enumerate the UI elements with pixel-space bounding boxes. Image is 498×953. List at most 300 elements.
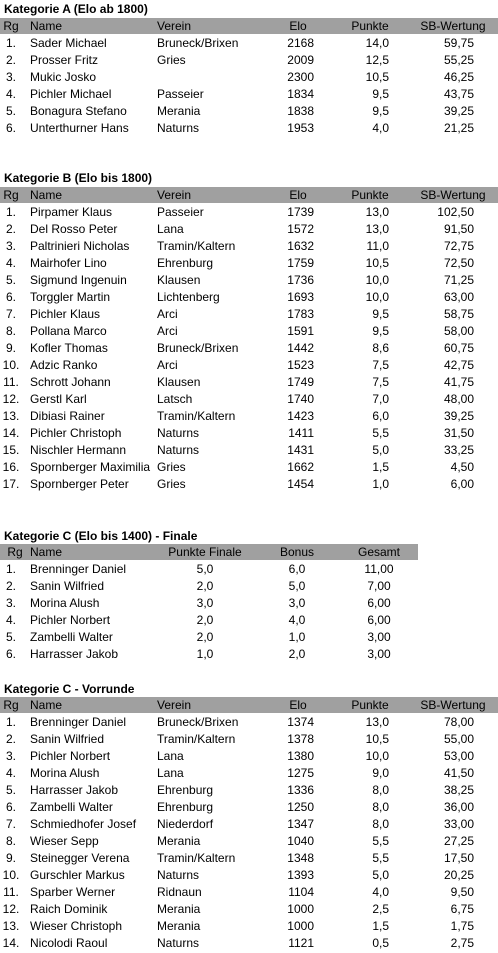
cell-elo: 1736 — [287, 273, 314, 287]
cell-rank: 8. — [5, 324, 16, 338]
cell-points: 2,5 — [372, 902, 389, 916]
cell-bonus: 6,0 — [288, 562, 306, 576]
cell-final-points: 3,0 — [196, 596, 214, 610]
cell-rank: 4. — [5, 613, 16, 627]
cell-elo: 2009 — [287, 53, 314, 67]
cell-club: Naturns — [157, 121, 200, 135]
cell-club: Tramin/Kaltern — [157, 239, 236, 253]
cell-final-points: 5,0 — [196, 562, 214, 576]
cell-elo: 1380 — [287, 749, 314, 763]
cell-rank: 5. — [5, 273, 16, 287]
cell-club: Arci — [157, 307, 178, 321]
cell-elo: 2300 — [287, 70, 314, 84]
cell-name: Sader Michael — [30, 36, 107, 50]
cell-club: Klausen — [157, 375, 201, 389]
table-title: Kategorie C - Vorrunde — [4, 682, 135, 696]
cell-bonus: 4,0 — [288, 613, 306, 627]
cell-points: 12,5 — [365, 53, 389, 67]
header-rank: Rg — [3, 698, 19, 712]
cell-total: 3,00 — [367, 647, 391, 661]
header-sb: SB-Wertung — [420, 698, 486, 712]
cell-points: 5,0 — [372, 868, 389, 882]
cell-points: 8,0 — [372, 817, 389, 831]
header-elo: Elo — [289, 19, 307, 33]
cell-bonus: 2,0 — [288, 647, 306, 661]
table-row — [0, 357, 498, 374]
cell-name: Morina Alush — [30, 596, 100, 610]
cell-sb: 43,75 — [443, 87, 474, 101]
cell-sb: 38,25 — [443, 783, 474, 797]
cell-bonus: 5,0 — [288, 579, 306, 593]
cell-name: Pichler Michael — [30, 87, 112, 101]
cell-elo: 1104 — [288, 885, 314, 899]
cell-sb: 48,00 — [443, 392, 474, 406]
cell-sb: 55,00 — [443, 732, 474, 746]
cell-points: 10,0 — [365, 290, 389, 304]
table-row — [0, 374, 498, 391]
cell-rank: 2. — [5, 222, 16, 236]
cell-club: Merania — [157, 919, 201, 933]
cell-rank: 5. — [5, 783, 16, 797]
cell-club: Tramin/Kaltern — [157, 851, 236, 865]
cell-name: Torggler Martin — [30, 290, 111, 304]
table-row — [0, 935, 498, 952]
table-row — [0, 323, 498, 340]
cell-sb: 42,75 — [443, 358, 474, 372]
cell-points: 1,5 — [372, 919, 389, 933]
cell-club: Naturns — [157, 936, 200, 950]
table-row — [0, 69, 498, 86]
cell-elo: 1442 — [287, 341, 314, 355]
cell-final-points: 2,0 — [196, 630, 214, 644]
table-row — [0, 850, 498, 867]
cell-elo: 1348 — [287, 851, 314, 865]
cell-elo: 1662 — [287, 460, 314, 474]
cell-elo: 1572 — [287, 222, 314, 236]
header-name: Name — [30, 19, 63, 33]
table-row — [0, 425, 498, 442]
cell-name: Steinegger Verena — [30, 851, 130, 865]
cell-rank: 6. — [5, 290, 16, 304]
cell-name: Raich Dominik — [30, 902, 108, 916]
cell-rank: 6. — [5, 647, 16, 661]
cell-rank: 3. — [5, 239, 16, 253]
cell-points: 13,0 — [365, 715, 389, 729]
table-row — [0, 35, 498, 52]
cell-rank: 4. — [5, 766, 16, 780]
cell-sb: 58,00 — [443, 324, 474, 338]
table-row — [0, 255, 498, 272]
header-club: Verein — [157, 19, 192, 33]
cell-elo: 1693 — [287, 290, 314, 304]
cell-sb: 91,50 — [443, 222, 474, 236]
table-row — [0, 867, 498, 884]
table-row — [0, 561, 418, 578]
cell-elo: 1411 — [288, 426, 314, 440]
table-title: Kategorie B (Elo bis 1800) — [4, 171, 153, 185]
header-bonus: Bonus — [279, 545, 315, 559]
cell-sb: 6,00 — [450, 477, 474, 491]
table-row — [0, 578, 418, 595]
cell-club: Lana — [157, 749, 184, 763]
table-row — [0, 238, 498, 255]
cell-name: Kofler Thomas — [30, 341, 108, 355]
cell-points: 9,5 — [372, 87, 389, 101]
table-row — [0, 221, 498, 238]
cell-sb: 63,00 — [443, 290, 474, 304]
cell-rank: 14. — [2, 936, 20, 950]
cell-rank: 11. — [3, 885, 19, 899]
cell-rank: 3. — [5, 749, 16, 763]
cell-sb: 39,25 — [443, 409, 474, 423]
cell-rank: 2. — [5, 579, 16, 593]
cell-name: Dibiasi Rainer — [30, 409, 105, 423]
cell-points: 8,0 — [372, 783, 389, 797]
cell-elo: 1740 — [287, 392, 314, 406]
cell-club: Merania — [157, 834, 201, 848]
cell-points: 5,5 — [372, 426, 389, 440]
cell-sb: 4,50 — [450, 460, 474, 474]
cell-elo: 1374 — [287, 715, 314, 729]
cell-club: Lichtenberg — [157, 290, 220, 304]
cell-name: Nicolodi Raoul — [30, 936, 108, 950]
cell-sb: 41,75 — [443, 375, 474, 389]
cell-elo: 1336 — [287, 783, 314, 797]
cell-rank: 2. — [5, 53, 16, 67]
header-points: Punkte — [351, 698, 389, 712]
cell-club: Naturns — [157, 443, 200, 457]
cell-sb: 78,00 — [443, 715, 474, 729]
cell-rank: 9. — [5, 341, 16, 355]
cell-name: Prosser Fritz — [30, 53, 99, 67]
cell-final-points: 2,0 — [196, 613, 214, 627]
cell-club: Lana — [157, 766, 184, 780]
cell-name: Sanin Wilfried — [30, 579, 105, 593]
cell-rank: 13. — [2, 919, 20, 933]
header-name: Name — [30, 188, 63, 202]
cell-name: Morina Alush — [30, 766, 100, 780]
table-row — [0, 306, 498, 323]
cell-name: Schmiedhofer Josef — [30, 817, 137, 831]
table-row — [0, 799, 498, 816]
cell-rank: 11. — [3, 375, 19, 389]
table-row — [0, 884, 498, 901]
cell-points: 6,0 — [372, 409, 389, 423]
cell-elo: 1523 — [287, 358, 314, 372]
cell-name: Mukic Josko — [30, 70, 97, 84]
cell-name: Pichler Klaus — [30, 307, 101, 321]
cell-rank: 8. — [5, 834, 16, 848]
cell-club: Ehrenburg — [157, 800, 214, 814]
cell-name: Del Rosso Peter — [30, 222, 118, 236]
cell-club: Bruneck/Brixen — [157, 715, 239, 729]
table-row — [0, 782, 498, 799]
cell-total: 7,00 — [367, 579, 391, 593]
cell-rank: 10. — [2, 868, 20, 882]
cell-sb: 17,50 — [443, 851, 474, 865]
cell-sb: 6,75 — [450, 902, 474, 916]
cell-points: 10,5 — [365, 732, 389, 746]
cell-elo: 1783 — [287, 307, 314, 321]
cell-name: Paltrinieri Nicholas — [30, 239, 130, 253]
cell-sb: 59,75 — [443, 36, 474, 50]
table-row — [0, 289, 498, 306]
table-row — [0, 52, 498, 69]
table-header — [0, 544, 418, 560]
cell-sb: 71,25 — [443, 273, 474, 287]
cell-club: Merania — [157, 104, 201, 118]
cell-name: Harrasser Jakob — [30, 783, 119, 797]
cell-points: 13,0 — [365, 222, 389, 236]
cell-elo: 1454 — [287, 477, 314, 491]
cell-club: Passeier — [157, 87, 204, 101]
cell-name: Harrasser Jakob — [30, 647, 119, 661]
cell-club: Gries — [157, 477, 186, 491]
cell-sb: 39,25 — [443, 104, 474, 118]
cell-club: Tramin/Kaltern — [157, 409, 236, 423]
cell-name: Zambelli Walter — [30, 630, 113, 644]
cell-sb: 72,75 — [443, 239, 474, 253]
header-elo: Elo — [289, 188, 307, 202]
cell-sb: 33,00 — [443, 817, 474, 831]
table-header — [0, 697, 498, 713]
cell-name: Sanin Wilfried — [30, 732, 105, 746]
cell-club: Tramin/Kaltern — [157, 732, 236, 746]
cell-rank: 6. — [5, 121, 16, 135]
cell-elo: 1378 — [287, 732, 314, 746]
cell-rank: 3. — [5, 596, 16, 610]
cell-rank: 3. — [5, 70, 16, 84]
table-row — [0, 204, 498, 221]
table-row — [0, 103, 498, 120]
cell-points: 11,0 — [366, 239, 389, 253]
cell-points: 5,5 — [372, 851, 389, 865]
cell-name: Bonagura Stefano — [30, 104, 127, 118]
cell-final-points: 2,0 — [196, 579, 214, 593]
cell-name: Pirpamer Klaus — [30, 205, 113, 219]
cell-points: 1,5 — [372, 460, 389, 474]
cell-points: 7,5 — [372, 358, 389, 372]
cell-club: Naturns — [157, 868, 200, 882]
cell-rank: 7. — [5, 307, 16, 321]
cell-rank: 16. — [2, 460, 20, 474]
table-row — [0, 816, 498, 833]
table-row — [0, 646, 418, 663]
cell-name: Unterthurner Hans — [30, 121, 129, 135]
cell-points: 4,0 — [372, 885, 389, 899]
cell-name: Adzic Ranko — [30, 358, 98, 372]
cell-elo: 1834 — [287, 87, 314, 101]
cell-sb: 36,00 — [443, 800, 474, 814]
cell-elo: 1749 — [287, 375, 314, 389]
cell-rank: 1. — [5, 36, 16, 50]
table-title: Kategorie A (Elo ab 1800) — [4, 2, 148, 16]
cell-club: Passeier — [157, 205, 204, 219]
cell-club: Ehrenburg — [157, 256, 214, 270]
cell-points: 8,6 — [372, 341, 389, 355]
table-row — [0, 476, 498, 493]
cell-name: Wieser Christoph — [30, 919, 123, 933]
cell-sb: 20,25 — [443, 868, 474, 882]
cell-rank: 5. — [5, 630, 16, 644]
cell-rank: 6. — [5, 800, 16, 814]
cell-sb: 58,75 — [443, 307, 474, 321]
header-sb: SB-Wertung — [420, 188, 486, 202]
cell-elo: 1347 — [287, 817, 314, 831]
cell-rank: 1. — [5, 562, 16, 576]
header-points: Punkte — [351, 19, 389, 33]
cell-total: 3,00 — [367, 630, 391, 644]
cell-points: 10,0 — [365, 749, 389, 763]
cell-elo: 1591 — [287, 324, 314, 338]
header-final-points: Punkte Finale — [168, 545, 242, 559]
cell-rank: 1. — [5, 715, 16, 729]
cell-sb: 9,50 — [450, 885, 474, 899]
cell-points: 1,0 — [372, 477, 389, 491]
cell-name: Mairhofer Lino — [30, 256, 107, 270]
cell-points: 9,5 — [372, 324, 389, 338]
table-row — [0, 595, 418, 612]
cell-sb: 1,75 — [450, 919, 474, 933]
cell-name: Pichler Norbert — [30, 613, 111, 627]
cell-elo: 1838 — [287, 104, 314, 118]
cell-rank: 17. — [2, 477, 20, 491]
cell-club: Niederdorf — [157, 817, 214, 831]
cell-points: 8,0 — [372, 800, 389, 814]
cell-club: Gries — [157, 460, 186, 474]
table-row — [0, 272, 498, 289]
header-points: Punkte — [351, 188, 389, 202]
cell-rank: 15. — [2, 443, 20, 457]
cell-name: Pollana Marco — [30, 324, 107, 338]
table-row — [0, 629, 418, 646]
header-rank: Rg — [3, 188, 19, 202]
cell-sb: 53,00 — [443, 749, 474, 763]
cell-club: Naturns — [157, 426, 200, 440]
table-row — [0, 765, 498, 782]
cell-points: 5,0 — [372, 443, 389, 457]
cell-total: 11,00 — [364, 562, 394, 576]
cell-elo: 1431 — [287, 443, 314, 457]
cell-name: Spornberger Maximilia — [30, 460, 151, 474]
cell-sb: 102,50 — [437, 205, 474, 219]
cell-total: 6,00 — [367, 596, 391, 610]
table-title: Kategorie C (Elo bis 1400) - Finale — [4, 529, 198, 543]
cell-elo: 1250 — [287, 800, 314, 814]
cell-sb: 72,50 — [443, 256, 474, 270]
cell-rank: 12. — [2, 902, 20, 916]
table-row — [0, 120, 498, 137]
cell-club: Arci — [157, 324, 178, 338]
cell-name: Sparber Werner — [30, 885, 116, 899]
table-row — [0, 748, 498, 765]
table-row — [0, 901, 498, 918]
cell-points: 10,5 — [365, 70, 389, 84]
header-total: Gesamt — [357, 545, 400, 559]
cell-sb: 33,25 — [443, 443, 474, 457]
cell-elo: 1040 — [287, 834, 314, 848]
cell-name: Nischler Hermann — [30, 443, 127, 457]
cell-elo: 1759 — [287, 256, 314, 270]
table-row — [0, 918, 498, 935]
cell-name: Wieser Sepp — [30, 834, 99, 848]
cell-points: 9,5 — [372, 104, 389, 118]
cell-bonus: 1,0 — [288, 630, 306, 644]
cell-rank: 1. — [5, 205, 16, 219]
cell-elo: 1632 — [287, 239, 314, 253]
table-row — [0, 833, 498, 850]
cell-rank: 7. — [5, 817, 16, 831]
cell-rank: 10. — [2, 358, 20, 372]
cell-name: Pichler Christoph — [30, 426, 122, 440]
cell-club: Arci — [157, 358, 178, 372]
table-row — [0, 340, 498, 357]
header-club: Verein — [157, 698, 192, 712]
cell-elo: 1121 — [288, 936, 314, 950]
cell-elo: 1275 — [287, 766, 314, 780]
cell-points: 10,0 — [365, 273, 389, 287]
cell-sb: 31,50 — [443, 426, 474, 440]
cell-name: Brenninger Daniel — [30, 715, 127, 729]
cell-elo: 2168 — [287, 36, 314, 50]
cell-club: Lana — [157, 222, 184, 236]
cell-sb: 41,50 — [443, 766, 474, 780]
cell-bonus: 3,0 — [288, 596, 306, 610]
cell-rank: 14. — [2, 426, 20, 440]
cell-points: 4,0 — [372, 121, 389, 135]
cell-sb: 2,75 — [450, 936, 474, 950]
cell-elo: 1423 — [287, 409, 314, 423]
header-rank: Rg — [3, 19, 19, 33]
cell-final-points: 1,0 — [196, 647, 214, 661]
cell-name: Zambelli Walter — [30, 800, 113, 814]
cell-name: Gerstl Karl — [30, 392, 87, 406]
cell-rank: 5. — [5, 104, 16, 118]
cell-rank: 4. — [5, 256, 16, 270]
cell-elo: 1000 — [287, 919, 314, 933]
header-sb: SB-Wertung — [420, 19, 486, 33]
cell-points: 7,5 — [372, 375, 389, 389]
table-row — [0, 731, 498, 748]
cell-name: Brenninger Daniel — [30, 562, 127, 576]
cell-rank: 4. — [5, 87, 16, 101]
cell-points: 9,5 — [372, 307, 389, 321]
cell-club: Bruneck/Brixen — [157, 341, 239, 355]
table-row — [0, 86, 498, 103]
cell-rank: 13. — [2, 409, 20, 423]
header-club: Verein — [157, 188, 192, 202]
cell-points: 13,0 — [365, 205, 389, 219]
cell-rank: 2. — [5, 732, 16, 746]
cell-points: 14,0 — [365, 36, 389, 50]
cell-sb: 60,75 — [443, 341, 474, 355]
header-name: Name — [30, 698, 63, 712]
cell-club: Gries — [157, 53, 186, 67]
table-row — [0, 459, 498, 476]
cell-points: 7,0 — [372, 392, 389, 406]
table-header — [0, 18, 498, 34]
cell-elo: 1953 — [287, 121, 314, 135]
cell-total: 6,00 — [367, 613, 391, 627]
cell-points: 0,5 — [372, 936, 389, 950]
cell-points: 10,5 — [365, 256, 389, 270]
cell-points: 9,0 — [372, 766, 389, 780]
cell-club: Latsch — [157, 392, 193, 406]
table-row — [0, 612, 418, 629]
cell-name: Spornberger Peter — [30, 477, 129, 491]
cell-sb: 55,25 — [443, 53, 474, 67]
header-elo: Elo — [289, 698, 307, 712]
